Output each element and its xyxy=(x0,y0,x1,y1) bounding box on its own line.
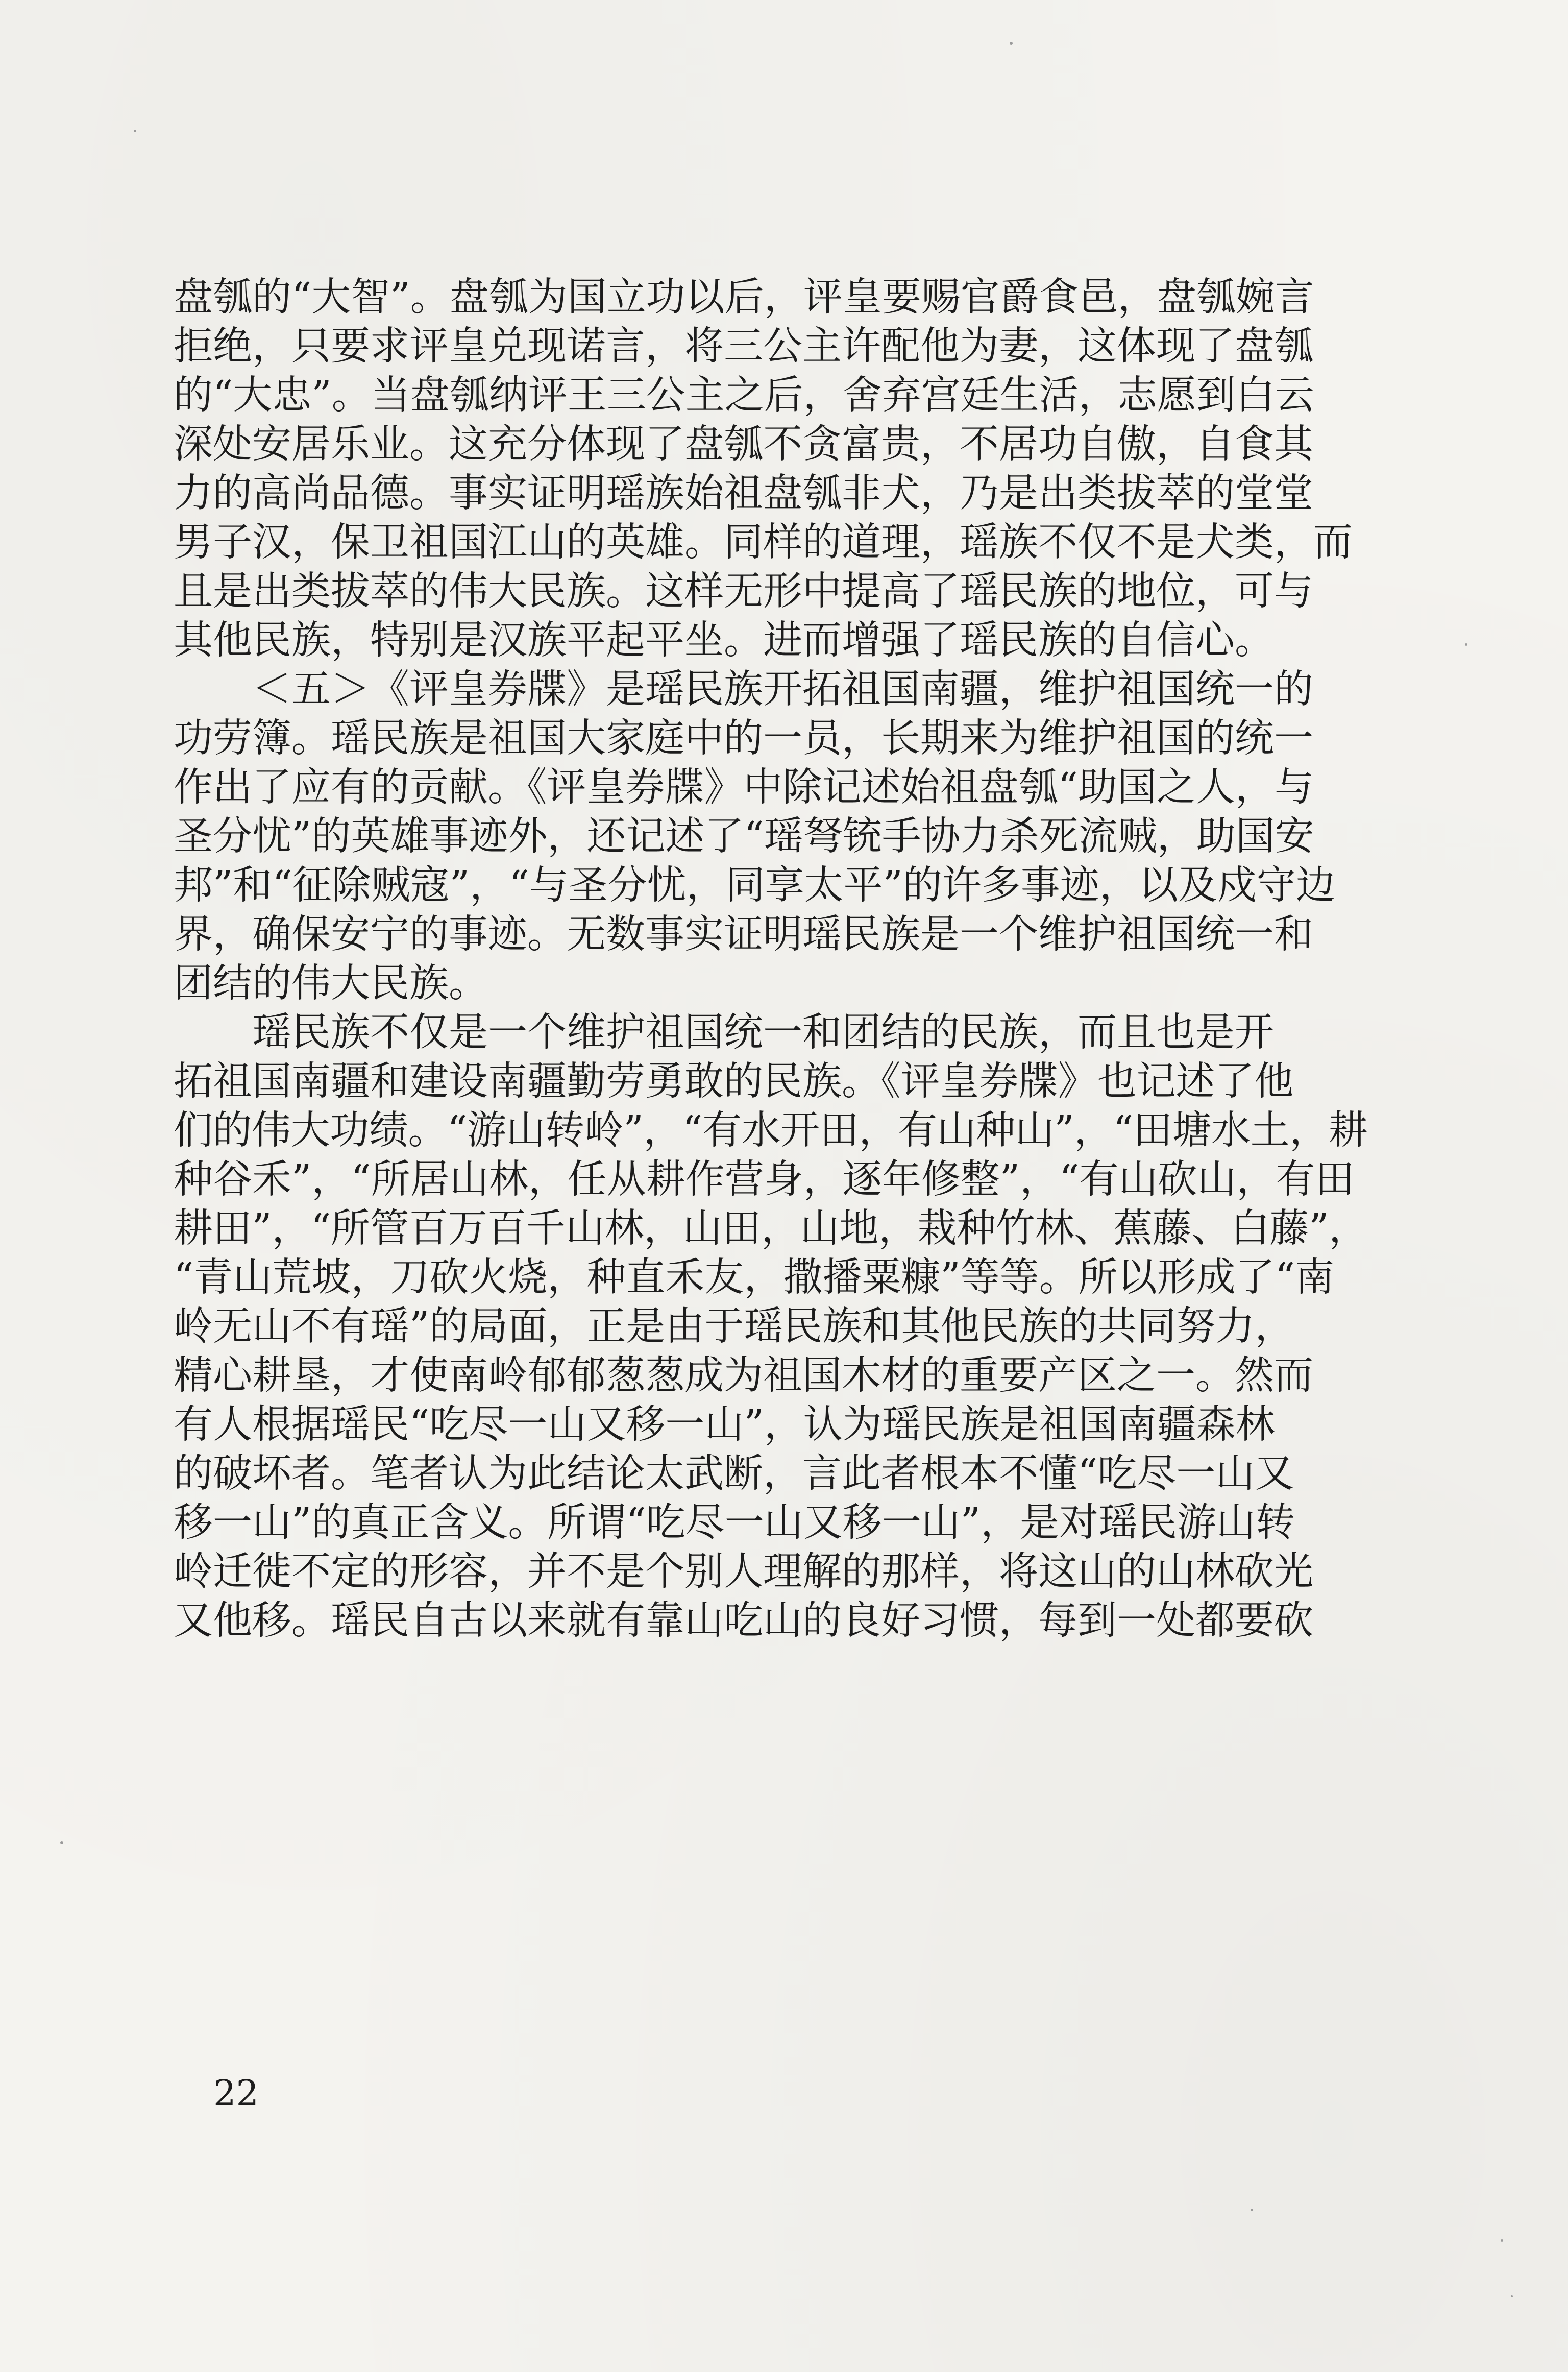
text-line: 男子汉，保卫祖国江山的英雄。同样的道理，瑶族不仅不是犬类，而 xyxy=(174,520,1353,565)
text-line: 盘瓠的“大智”。盘瓠为国立功以后，评皇要赐官爵食邑，盘瓠婉言 xyxy=(174,275,1314,320)
text-line: 岭无山不有瑶”的局面，正是由于瑶民族和其他民族的共同努力， xyxy=(174,1304,1294,1349)
text-line: 拒绝，只要求评皇兑现诺言，将三公主许配他为妻，这体现了盘瓠 xyxy=(174,324,1313,369)
text-line: 作出了应有的贡献。《评皇券牒》中除记述始祖盘瓠“助国之人，与 xyxy=(174,765,1314,810)
scan-speck xyxy=(60,1841,63,1844)
text-line: 的破坏者。笔者认为此结论太武断，言此者根本不懂“吃尽一山又 xyxy=(174,1451,1294,1496)
text-line: 拓祖国南疆和建设南疆勤劳勇敢的民族。《评皇券牒》也记述了他 xyxy=(174,1059,1294,1104)
text-line: 其他民族，特别是汉族平起平坐。进而增强了瑶民族的自信心。 xyxy=(174,618,1274,663)
page-number: 22 xyxy=(213,2072,259,2114)
text-line: 功劳簿。瑶民族是祖国大家庭中的一员，长期来为维护祖国的统一 xyxy=(174,716,1313,761)
scan-speck xyxy=(1010,42,1013,45)
scan-speck xyxy=(1251,2209,1253,2211)
text-line: 精心耕垦，才使南岭郁郁葱葱成为祖国木材的重要产区之一。然而 xyxy=(174,1353,1313,1398)
text-line: 瑶民族不仅是一个维护祖国统一和团结的民族，而且也是开 xyxy=(252,1010,1274,1055)
scan-speck xyxy=(134,130,136,132)
scan-speck xyxy=(1511,2295,1513,2297)
text-line: 邦”和“征除贼寇”，“与圣分忧，同享太平”的许多事迹，以及戍守边 xyxy=(174,863,1335,908)
text-line: 深处安居乐业。这充分体现了盘瓠不贪富贵，不居功自傲，自食其 xyxy=(174,422,1313,467)
text-line: ＜五＞《评皇券牒》是瑶民族开拓祖国南疆，维护祖国统一的 xyxy=(252,667,1313,712)
text-line: 岭迁徙不定的形容，并不是个别人理解的那样，将这山的山林砍光 xyxy=(174,1549,1313,1594)
text-line: 有人根据瑶民“吃尽一山又移一山”，认为瑶民族是祖国南疆森林 xyxy=(174,1402,1275,1447)
text-line: 力的高尚品德。事实证明瑶族始祖盘瓠非犬，乃是出类拔萃的堂堂 xyxy=(174,471,1313,516)
text-line: 且是出类拔萃的伟大民族。这样无形中提高了瑶民族的地位，可与 xyxy=(174,569,1313,614)
text-line: 耕田”，“所管百万百千山林，山田，山地，栽种竹林、蕉藤、白藤”， xyxy=(174,1206,1368,1251)
text-line: 的“大忠”。当盘瓠纳评王三公主之后，舍弃宫廷生活，志愿到白云 xyxy=(174,373,1314,418)
text-line: 界，确保安宁的事迹。无数事实证明瑶民族是一个维护祖国统一和 xyxy=(174,912,1313,957)
text-line: 们的伟大功绩。“游山转岭”，“有水开田，有山种山”，“田塘水土，耕 xyxy=(174,1108,1368,1153)
text-line: 圣分忧”的英雄事迹外，还记述了“瑶弩铳手协力杀死流贼，助国安 xyxy=(174,814,1314,859)
text-line: “青山荒坡，刀砍火烧，种直禾友，撒播粟糠”等等。所以形成了“南 xyxy=(174,1255,1335,1300)
body-text xyxy=(174,273,1368,1645)
scan-speck xyxy=(1465,643,1467,646)
text-line: 团结的伟大民族。 xyxy=(174,961,488,1006)
text-line: 种谷禾”，“所居山林，任从耕作营身，逐年修整”，“有山砍山，有田 xyxy=(174,1157,1355,1202)
scan-speck xyxy=(1501,2239,1503,2242)
text-line: 又他移。瑶民自古以来就有靠山吃山的良好习惯，每到一处都要砍 xyxy=(174,1598,1313,1643)
text-line: 移一山”的真正含义。所谓“吃尽一山又移一山”，是对瑶民游山转 xyxy=(174,1500,1295,1545)
